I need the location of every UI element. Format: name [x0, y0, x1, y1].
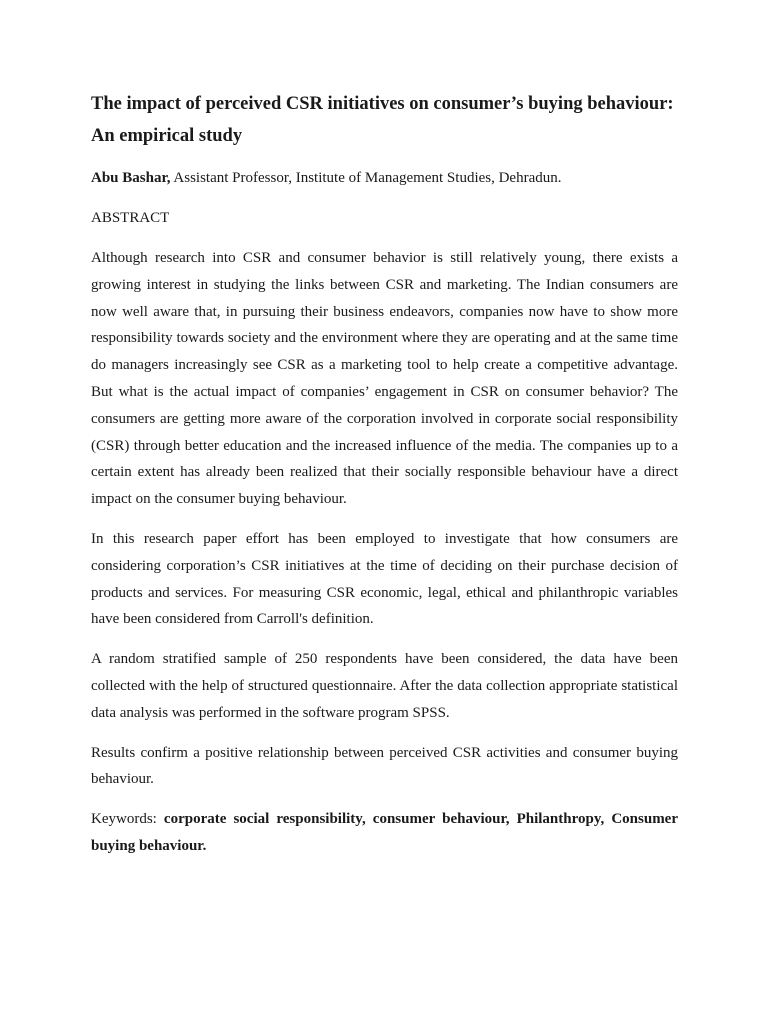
- author-name: Abu Bashar,: [91, 170, 171, 186]
- author-affiliation: Assistant Professor, Institute of Management Studies, Dehradun.: [170, 170, 562, 186]
- author-line: [91, 168, 678, 188]
- keywords-terms: corporate social responsibility, consumer behaviour, Philanthropy, Consumer buying behaviour.: [91, 811, 679, 854]
- keywords-label: Keywords:: [91, 811, 164, 828]
- paper-title: The impact of perceived CSR initiatives on consumer’s buying behaviour: An empirical study: [91, 94, 674, 146]
- abstract-paragraph-3: A random stratified sample of 250 respondents have been considered, the data have been collected with the help of structured questionnaire. After the data collection appropriate statistical data analysis was performed in the software program SPSS.: [91, 651, 678, 721]
- paper-page: [91, 88, 678, 860]
- abstract-paragraph-1: Although research into CSR and consumer behavior is still relatively young, there exists a growing interest in studying the links between CSR and marketing. The Indian consumers are now well aware that, in pursuing their business endeavors, companies now have to show more responsibility towards society and the environment where they are operating and at the same time do managers increasingly see CSR as a marketing tool to help create a competitive advantage. But what is the actual impact of companies’ engagement in CSR on consumer behavior? The consumers are getting more aware of the corporation involved in corporate social responsibility (CSR) through better education and the increased influence of the media. The companies up to a certain extent has already been realized that their socially responsible behaviour have a direct impact on the consumer buying behaviour.: [91, 250, 678, 508]
- abstract-heading: ABSTRACT: [91, 210, 170, 226]
- abstract-paragraph-2: In this research paper effort has been employed to investigate that how consumers are considering corporation’s CSR initiatives at the time of deciding on their purchase decision of products and services. For measuring CSR economic, legal, ethical and philanthropic variables have been considered from Carroll's definition.: [91, 530, 678, 628]
- abstract-paragraph-4: Results confirm a positive relationship between perceived CSR activities and consumer buying behaviour.: [91, 744, 678, 788]
- keywords-line: [91, 806, 678, 860]
